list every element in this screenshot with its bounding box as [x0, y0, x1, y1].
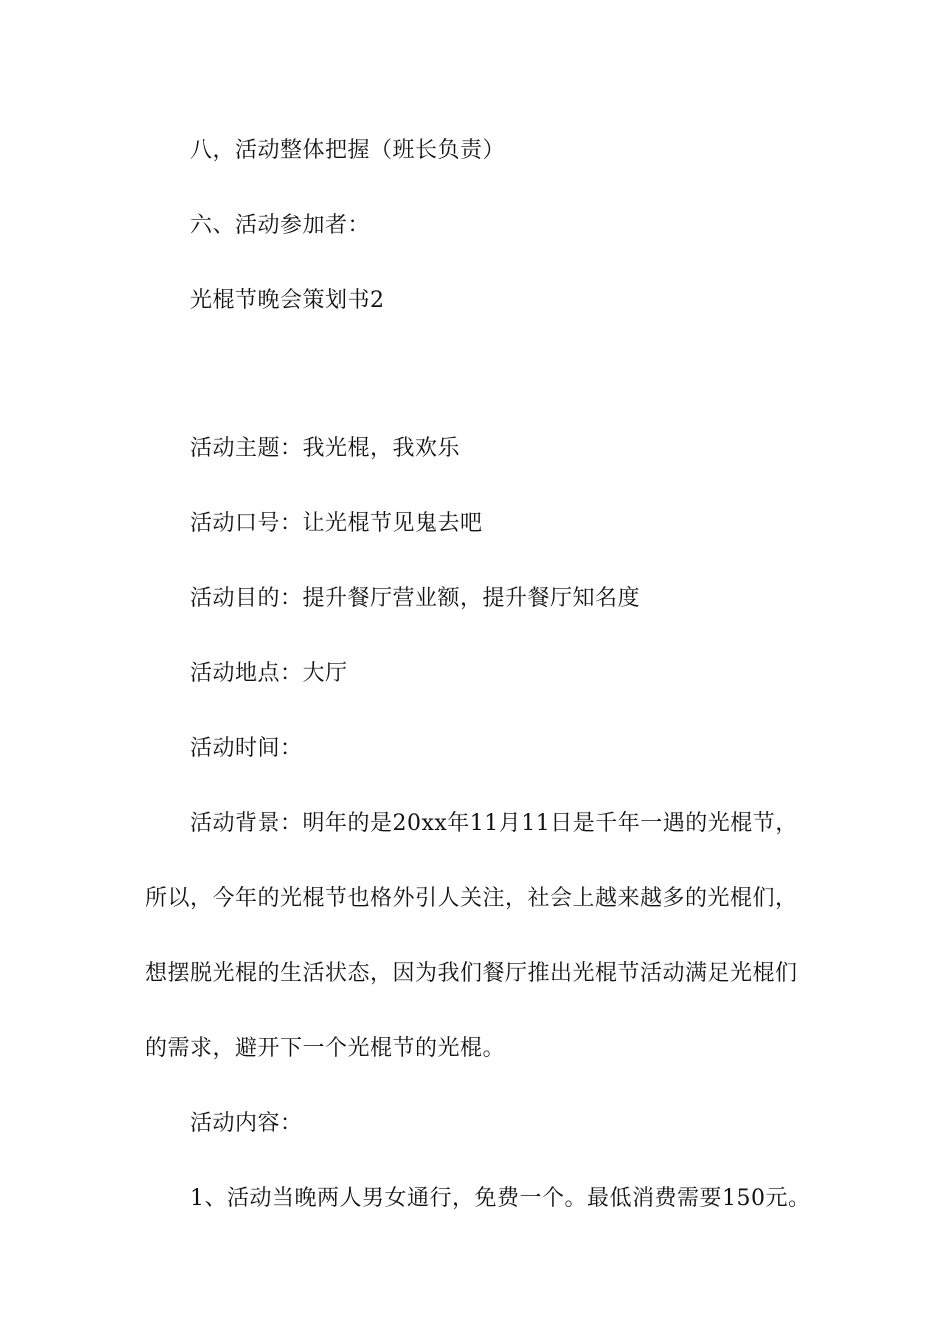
background-paragraph-line-4: 的需求，避开下一个光棍节的光棍。	[145, 1036, 506, 1061]
activity-location: 活动地点：大厅	[190, 661, 348, 686]
background-paragraph-line-1: 活动背景：明年的是20xx年11月11日是千年一遇的光棍节，	[190, 811, 798, 836]
document-title: 光棍节晚会策划书2	[190, 288, 385, 313]
activity-slogan: 活动口号：让光棍节见鬼去吧	[190, 511, 483, 536]
background-paragraph-line-3: 想摆脱光棍的生活状态，因为我们餐厅推出光棍节活动满足光棍们	[145, 961, 798, 986]
activity-content-heading: 活动内容：	[190, 1111, 303, 1136]
activity-content-item-1: 1、活动当晚两人男女通行，免费一个。最低消费需要150元。	[190, 1186, 811, 1211]
activity-theme: 活动主题：我光棍，我欢乐	[190, 436, 461, 461]
activity-purpose: 活动目的：提升餐厅营业额，提升餐厅知名度	[190, 586, 641, 611]
section-heading-participants: 六、活动参加者：	[190, 213, 371, 238]
background-paragraph-line-2: 所以，今年的光棍节也格外引人关注，社会上越来越多的光棍们，	[145, 886, 798, 911]
activity-time: 活动时间：	[190, 736, 303, 761]
section-heading-overall: 八，活动整体把握（班长负责）	[190, 138, 506, 163]
